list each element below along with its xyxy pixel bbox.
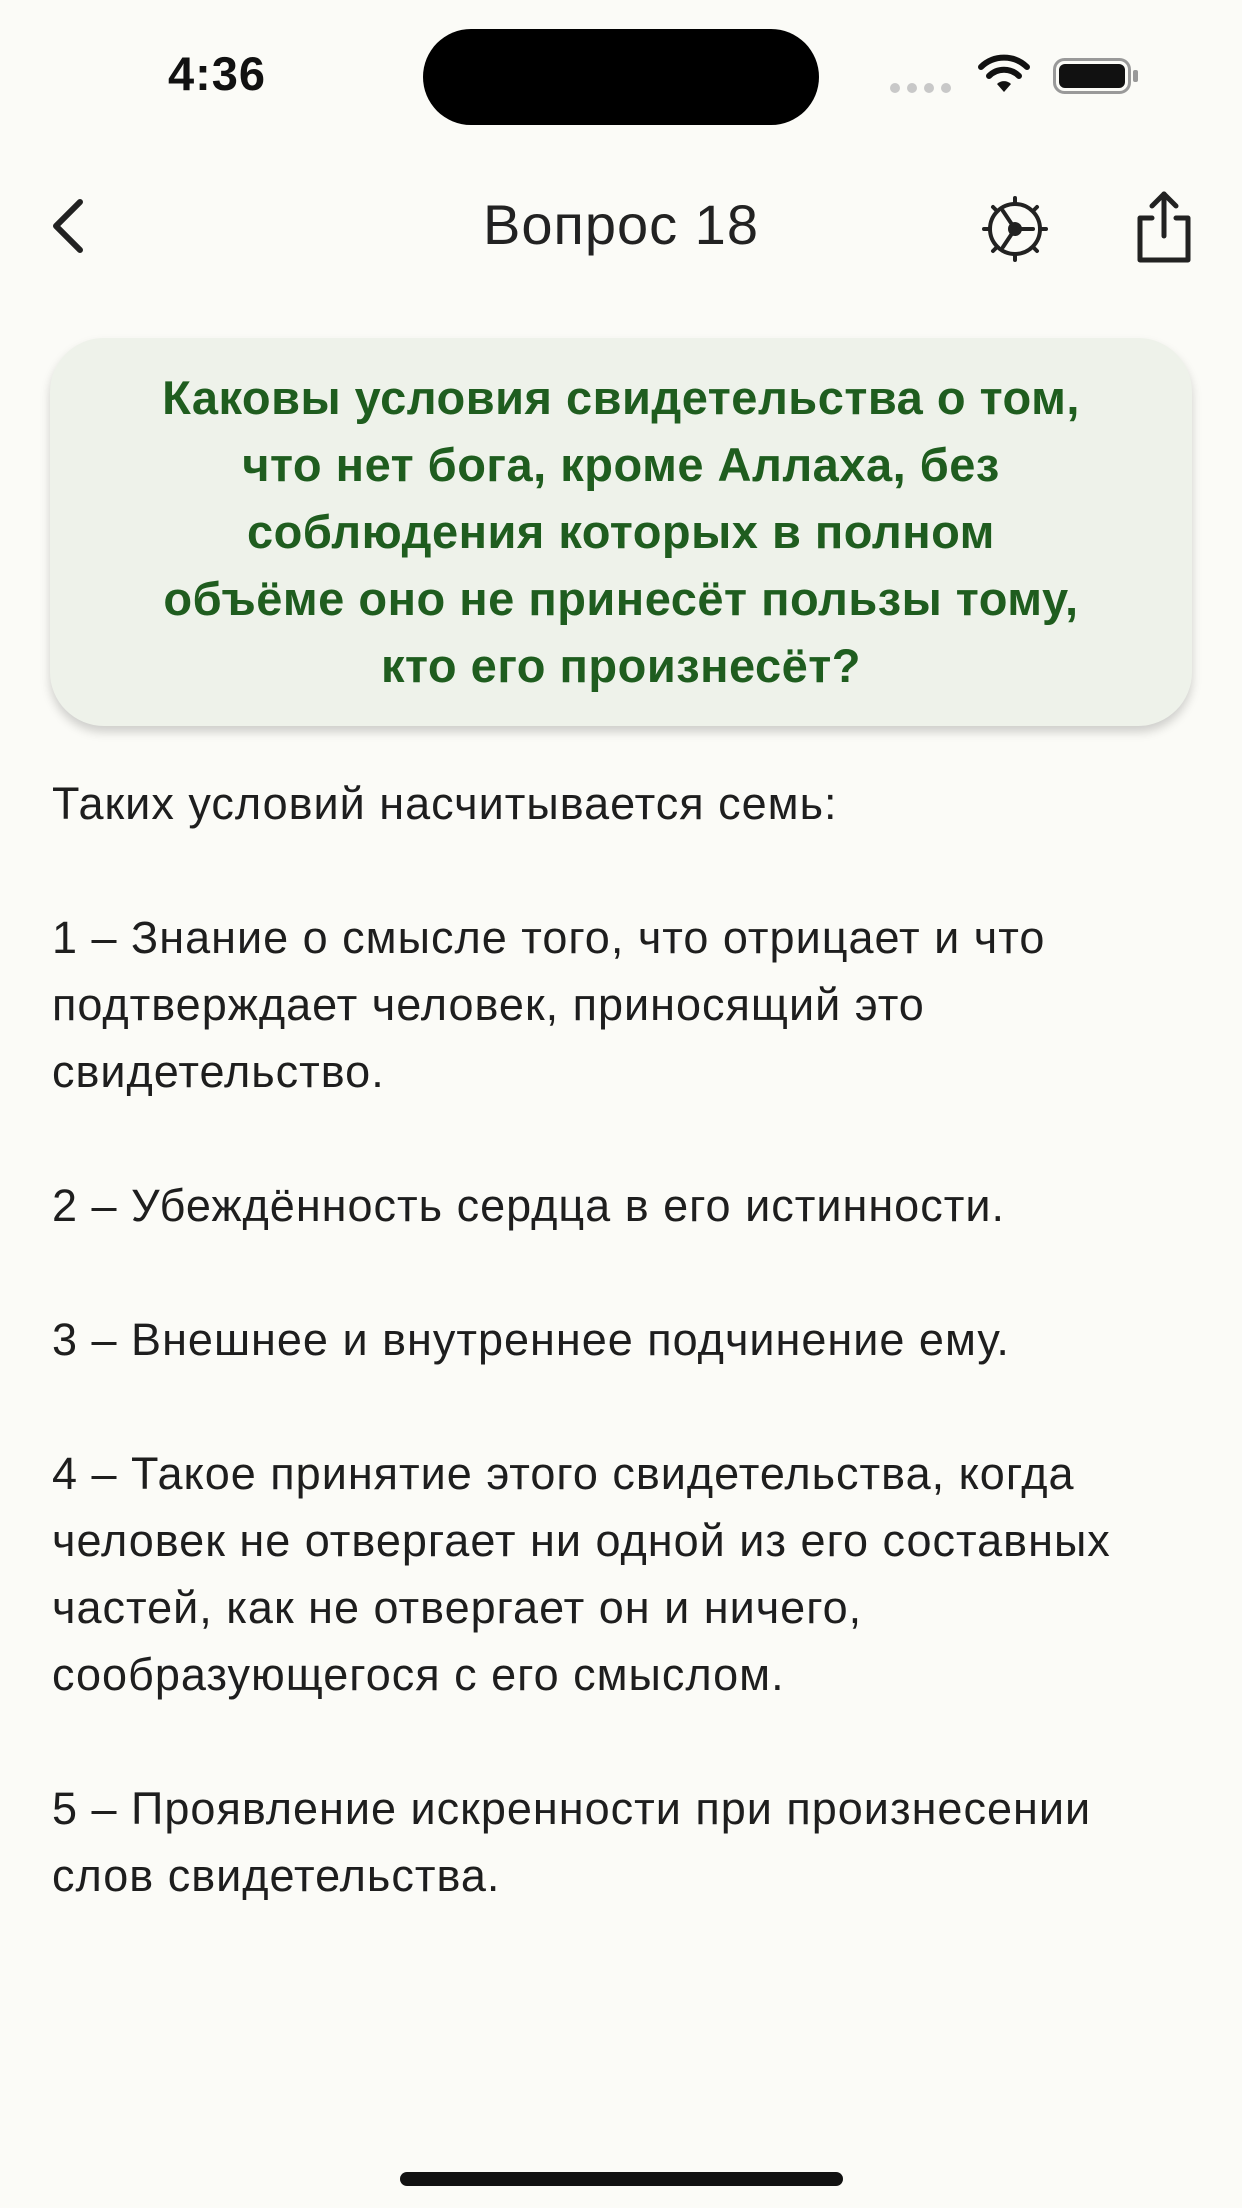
answer-condition-5: 5 – Проявление искренности при произнесении слов свидетельства. xyxy=(52,1783,1092,1901)
page-title: Вопрос 18 xyxy=(483,193,759,256)
question-line: кто его произнесёт? xyxy=(380,639,862,692)
question-card xyxy=(50,338,1192,726)
home-indicator[interactable] xyxy=(400,2172,843,2186)
share-button[interactable] xyxy=(1130,188,1198,268)
battery-icon xyxy=(1053,58,1139,94)
question-line: соблюдения которых в полном xyxy=(247,505,995,558)
answer-condition-3: 3 – Внешнее и внутреннее подчинение ему. xyxy=(52,1314,1010,1365)
question-text xyxy=(70,364,1172,699)
wifi-icon xyxy=(978,54,1030,94)
question-line: Каковы условия свидетельства о том, xyxy=(162,371,1080,424)
answer-condition-4: 4 – Такое принятие этого свидетельства, когда человек не отвергает ни одной из его составных частей, как не отвергает он и ничего, сообразующегося с его смыслом. xyxy=(52,1448,1111,1700)
answer-intro: Таких условий насчитывается семь: xyxy=(52,778,838,829)
settings-button[interactable] xyxy=(975,192,1055,266)
question-line: что нет бога, кроме Аллаха, без xyxy=(242,438,1000,491)
cellular-signal-icon xyxy=(890,83,951,93)
navigation-bar xyxy=(0,180,1242,270)
settings-wheel-icon xyxy=(975,192,1055,266)
share-icon xyxy=(1130,188,1198,268)
answer-condition-2: 2 – Убеждённость сердца в его истинности. xyxy=(52,1180,1005,1231)
answer-body xyxy=(52,770,1202,1976)
answer-condition-1: 1 – Знание о смысле того, что отрицает и что подтверждает человек, приносящий это свидетельство. xyxy=(52,912,1046,1097)
dynamic-island xyxy=(423,29,819,125)
status-time: 4:36 xyxy=(168,47,267,100)
status-bar xyxy=(0,0,1242,150)
question-line: объёме оно не принесёт пользы тому, xyxy=(163,572,1079,625)
